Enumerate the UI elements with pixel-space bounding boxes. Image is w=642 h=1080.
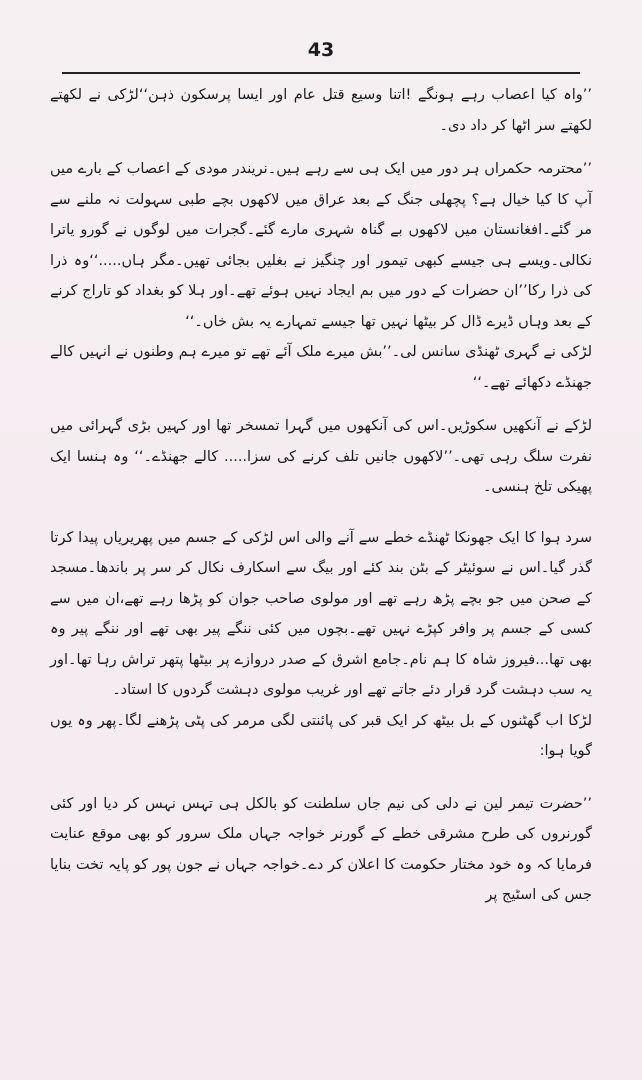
paragraph-7: ’’حضرت تیمر لین نے دلی کی نیم جاں سلطنت کو بالکل ہی تہس نہس کر دیا اور کئی گورنروں کی طرح مشرقی خطے کے گورنر خواجہ جہاں ملک سرور کو بھی موقع عنایت فرمایا کہ وہ خود مختار حکومت کا اعلان کر دے۔خواجہ جہاں نے جون پور کو پایہ تخت بنایا جس کی اسٹیج پر bbox=[50, 795, 592, 903]
page-body bbox=[50, 80, 592, 911]
header-rule bbox=[62, 72, 580, 74]
paragraph-3: لڑکی نے گہری ٹھنڈی سانس لی۔’’بش میرے ملک آئے تھے تو میرے ہم وطنوں نے انہیں کالے جھنڈے دکھائے تھے۔‘‘ bbox=[50, 344, 592, 391]
paragraph-4: لڑکے نے آنکھیں سکوڑیں۔اس کی آنکھوں میں گہرا تمسخر تھا اور کہیں بڑی گہرائی میں نفرت سلگ رہی تھی۔’’لاکھوں جانیں تلف کرنے کی سزا..... کالے جھنڈے۔‘‘ وہ ہنسا ایک پھیکی تلخ ہنسی۔ bbox=[50, 418, 592, 495]
paragraph-gap bbox=[50, 767, 592, 789]
paragraph-2: ’’محترمہ حکمراں ہر دور میں ایک ہی سے رہے ہیں۔نریندر مودی کے اعصاب کے بارے میں آپ کا کیا خیال ہے؟ پچھلی جنگ کے بعد عراق میں لاکھوں بچے طبی سہولت نہ ملنے سے مر گئے۔افغانستان میں لاکھوں بے گناہ شہری مارے گئے۔گجرات میں لوگوں نے گورو یاترا نکالی۔ویسے ہی جیسے کبھی تیمور اور چنگیز نے بغلیں بجائی تھیں۔مگر ہاں.....‘‘وہ ذرا کی ذرا رکا’’ان حضرات کے دور میں بم ایجاد نہیں ہوئے تھے۔اور ہلا کو بغداد کو تاراج کرنے کے بعد وہاں ڈیرے ڈال کر بیٹھا نہیں تھا جیسے تمہارے یہ بش خاں۔‘‘ bbox=[50, 161, 592, 330]
paragraph-5: سرد ہوا کا ایک جھونکا ٹھنڈے خطے سے آنے والی اس لڑکی کے جسم میں پھریریاں پیدا کرتا گذر گیا۔اس نے سوئیٹر کے بٹن بند کئے اور بیگ سے اسکارف نکال کر سر پر باندھا۔مسجد کے صحن میں جو بچے پڑھ رہے تھے اور مولوی صاحب جوان کو پڑھا رہے تھے،ان میں سے کسی کے جسم پر وافر کپڑے نہیں تھے۔بچوں میں کئی ننگے پیر بھی تھے اور ننگے پیر وہ بھی تھا...فیروز شاہ کا ہم نام۔جامع اشرق کے صدر دروازے پر بیٹھا پتھر تراش رہا تھا۔اور یہ سب دہشت گرد قرار دئے جاتے تھے اور غریب مولوی دہشت گردوں کا استاد۔ bbox=[50, 529, 592, 698]
page-number: 43 bbox=[307, 39, 335, 61]
paragraph-6: لڑکا اب گھٹنوں کے بل بیٹھ کر ایک قبر کی پائنتی لگی مرمر کی پٹی پڑھنے لگا۔پھر وہ یوں گویا ہوا: bbox=[50, 712, 592, 759]
paragraph-1: ’’واہ کیا اعصاب رہے ہونگے !اتنا وسیع قتل عام اور ایسا پرسکون ذہن‘‘لڑکی نے لکھتے لکھتے سر اٹھا کر داد دی۔ bbox=[50, 87, 592, 134]
paragraph-gap bbox=[50, 141, 592, 154]
paragraph-gap bbox=[50, 398, 592, 411]
paragraph-gap bbox=[50, 503, 592, 523]
